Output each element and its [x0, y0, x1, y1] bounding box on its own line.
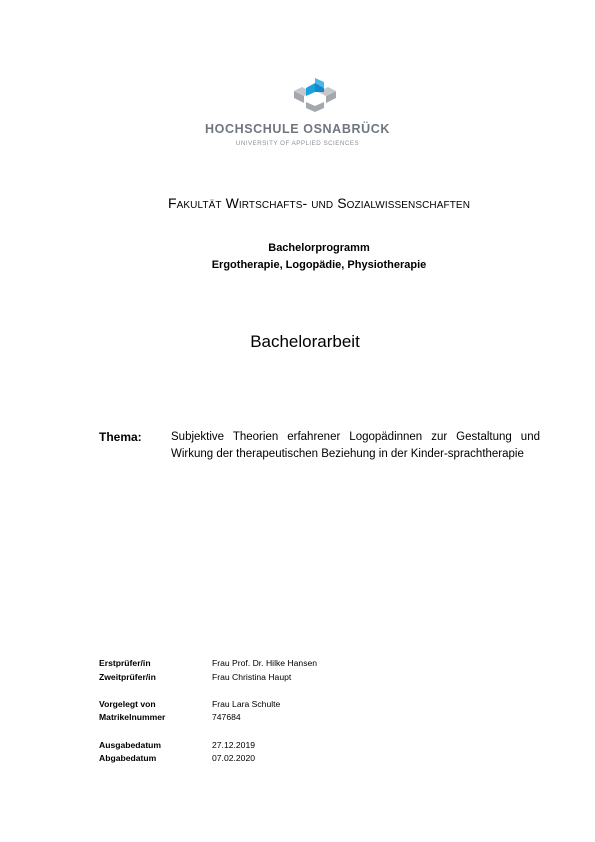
detail-value: Frau Prof. Dr. Hilke Hansen — [212, 658, 318, 668]
detail-value: Frau Lara Schulte — [212, 698, 281, 709]
university-name: HOCHSCHULE OSNABRÜCK — [205, 122, 390, 136]
detail-row-issue-date — [99, 739, 317, 753]
detail-row-submitted-by — [99, 698, 317, 712]
university-subtitle: UNIVERSITY OF APPLIED SCIENCES — [235, 140, 360, 147]
detail-row-first-examiner — [99, 657, 317, 671]
detail-label: Zweitprüfer/in — [99, 671, 156, 682]
detail-label: Vorgelegt von — [99, 698, 156, 709]
university-logo — [290, 78, 340, 112]
thema-label: Thema: — [99, 430, 142, 444]
program-line-1: Bachelorprogramm — [268, 242, 370, 254]
details-block — [99, 657, 317, 766]
detail-row-matriculation — [99, 711, 317, 725]
program-line-2: Ergotherapie, Logopädie, Physiotherapie — [211, 259, 427, 271]
detail-label: Erstprüfer/in — [99, 658, 151, 668]
detail-value: Frau Christina Haupt — [212, 671, 292, 682]
document-type-title: Bachelorarbeit — [250, 332, 360, 351]
detail-label: Abgabedatum — [99, 753, 157, 764]
detail-value: 07.02.2020 — [212, 753, 256, 764]
program-block — [0, 240, 595, 274]
detail-row-second-examiner — [99, 671, 317, 685]
detail-label: Ausgabedatum — [99, 739, 162, 750]
thema-text: Subjektive Theorien erfahrener Logopädinnen zur Gestaltung und Wirkung der therapeutischen Beziehung in der Kinder-sprachtherapie — [171, 431, 540, 460]
faculty-heading: Fakultät Wirtschafts- und Sozialwissenschaften — [167, 195, 471, 211]
detail-row-due-date — [99, 752, 317, 766]
detail-label: Matrikelnummer — [99, 712, 166, 723]
detail-value: 27.12.2019 — [212, 739, 256, 750]
detail-value: 747684 — [212, 712, 241, 723]
